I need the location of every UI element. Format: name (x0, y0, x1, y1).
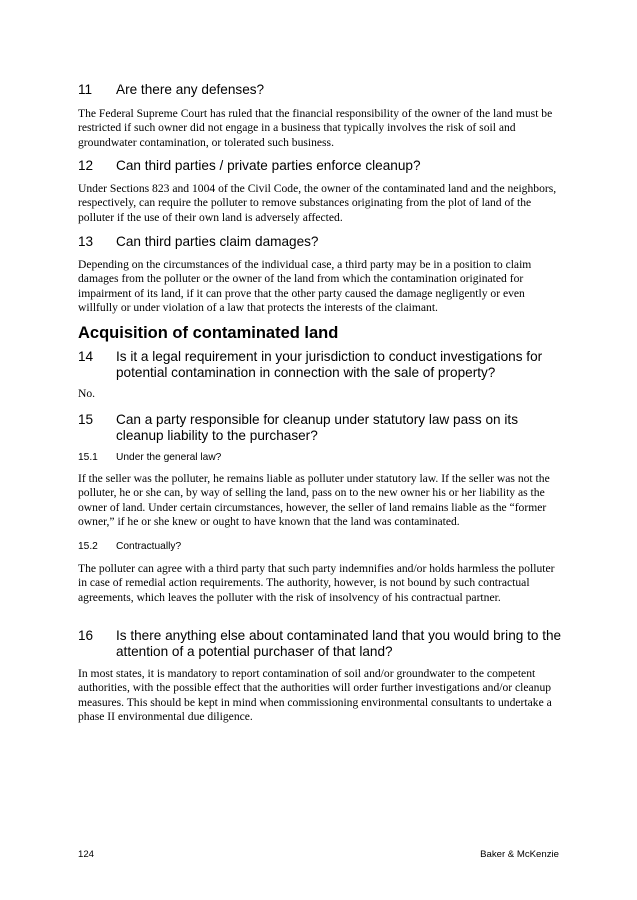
question-16-answer: In most states, it is mandatory to report contamination of soil and/or groundwater to the competent authorities, with the possible effect that the authorities will order further investigations and/or cleanup measures. This should be kept in mind when commissioning environmental consultants to undertake a phase II environmental due diligence. (78, 667, 552, 724)
question-12-heading (78, 158, 562, 174)
subquestion-15-1-answer: If the seller was the polluter, he remains liable as polluter under statutory law. If the seller was not the polluter, he or she can, by way of selling the land, pass on to the new owner his or her liability as the owner of land. Under certain circumstances, however, the seller of land remains liable as the “former owner,” if he or she knew or ought to have known that the land was contaminated. (78, 472, 550, 529)
question-12-answer: Under Sections 823 and 1004 of the Civil Code, the owner of the contaminated land and the neighbors, respectively, can require the polluter to remove substances originating from the plot of land of the polluter if the use of their own land is adversely affected. (78, 182, 557, 224)
question-11-heading (78, 82, 562, 98)
subquestion-15-1-heading (78, 451, 562, 464)
question-13-heading (78, 234, 562, 250)
question-11-answer: The Federal Supreme Court has ruled that the financial responsibility of the owner of the land must be restricted if such owner did not engage in a business that typically involves the risk of soil and groundwater contamination, or tolerated such business. (78, 107, 553, 149)
question-title: Is it a legal requirement in your jurisdiction to conduct investigations for potential contamination in connection with the sale of property? (116, 349, 543, 380)
publisher-name: Baker & McKenzie (480, 849, 559, 860)
subquestion-number: 15.2 (78, 541, 98, 552)
question-14-heading (78, 349, 562, 381)
question-number: 12 (78, 158, 94, 173)
question-title: Are there any defenses? (116, 82, 265, 97)
question-number: 14 (78, 349, 94, 364)
question-14-answer: No. (78, 387, 96, 400)
question-number: 16 (78, 628, 94, 643)
question-number: 13 (78, 234, 94, 249)
subquestion-title: Contractually? (116, 541, 182, 552)
page-number: 124 (78, 849, 95, 860)
question-15-heading (78, 412, 562, 444)
subquestion-number: 15.1 (78, 452, 98, 463)
subquestion-title: Under the general law? (116, 452, 222, 463)
question-title: Can third parties claim damages? (116, 234, 319, 249)
question-number: 11 (78, 82, 93, 97)
question-title: Can a party responsible for cleanup under statutory law pass on its cleanup liability to the purchaser? (116, 412, 518, 443)
subquestion-15-2-heading (78, 540, 562, 553)
question-number: 15 (78, 412, 94, 427)
subquestion-15-2-answer: The polluter can agree with a third party that such party indemnifies and/or holds harmless the polluter in case of remedial action requirements. The authority, however, is not bound by such contractual agreements, which leaves the polluter with the risk of insolvency of his contractual partner. (78, 562, 555, 604)
section-heading: Acquisition of contaminated land (78, 324, 339, 342)
question-title: Can third parties / private parties enforce cleanup? (116, 158, 421, 173)
question-13-answer: Depending on the circumstances of the individual case, a third party may be in a position to claim damages from the polluter or the owner of the land from which the contamination originated for impairment of its land, if it can prove that the other party caused the damage negligently or even willfully or under violation of a law that protects the interests of the claimant. (78, 258, 532, 315)
question-title: Is there anything else about contaminated land that you would bring to the attention of a potential purchaser of that land? (116, 628, 562, 659)
question-16-heading (78, 628, 562, 660)
